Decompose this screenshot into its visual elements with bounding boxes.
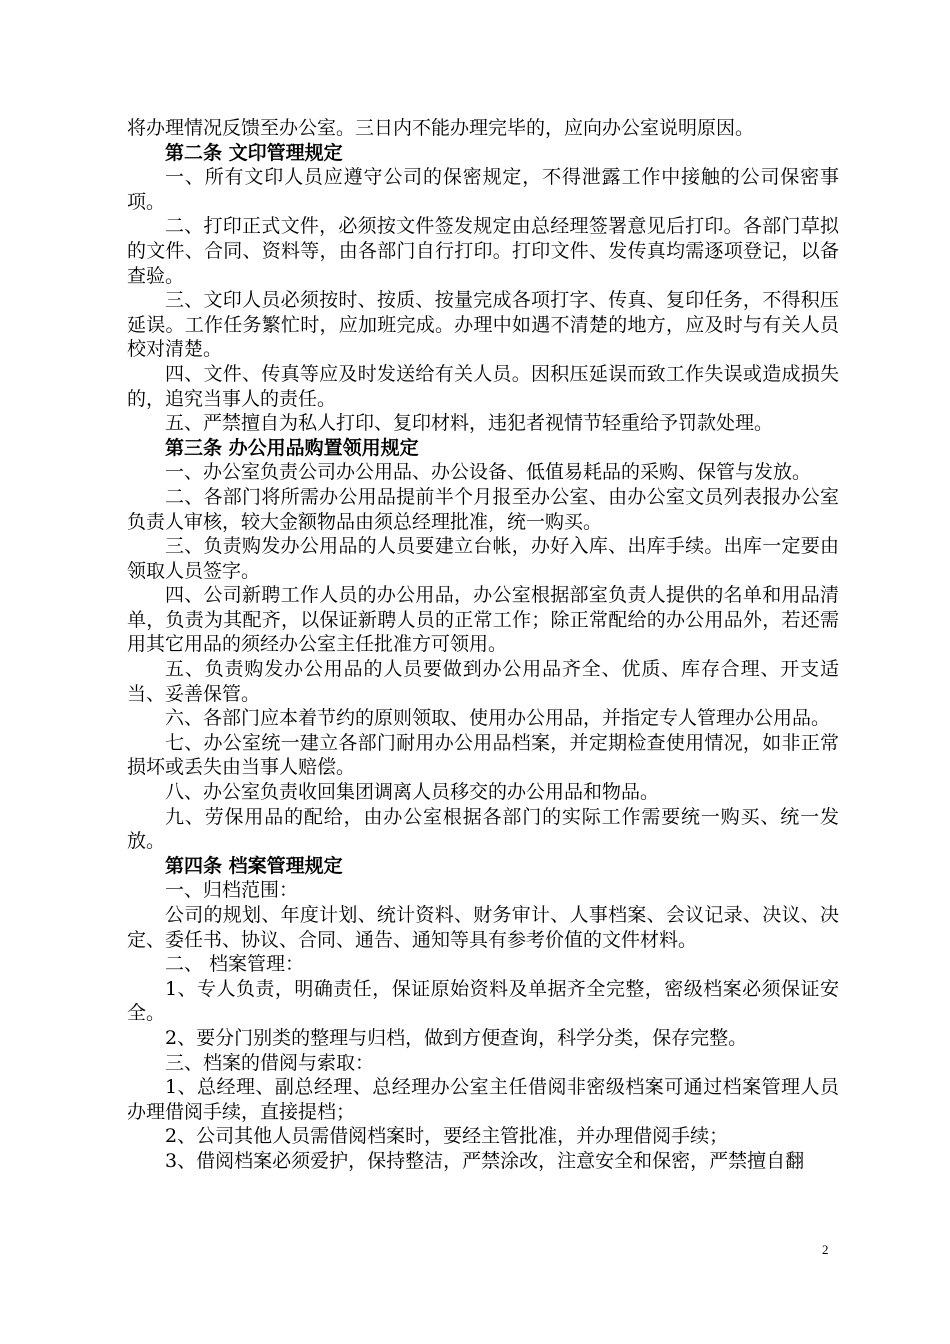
section-heading: 第二条 文印管理规定	[165, 141, 343, 164]
paragraph: 三、档案的借阅与索取：	[165, 1051, 375, 1074]
paragraph: 3、借阅档案必须爱护，保持整洁，严禁涂改，注意安全和保密，严禁擅自翻	[165, 1149, 805, 1172]
paragraph: 2、公司其他人员需借阅档案时，要经主管批准，并办理借阅手续；	[165, 1125, 729, 1148]
paragraph: 一、归档范围：	[165, 879, 299, 902]
section-heading: 第四条 档案管理规定	[165, 854, 343, 877]
paragraph: 五、负责购发办公用品的人员要做到办公用品齐全、优质、库存合理、开支适当、妥善保管。	[127, 658, 839, 705]
section-heading: 第三条 办公用品购置领用规定	[165, 436, 419, 459]
paragraph: 将办理情况反馈至办公室。三日内不能办理完毕的，应向办公室说明原因。	[127, 117, 755, 139]
paragraph: 二、各部门将所需办公用品提前半个月报至办公室、由办公室文员列表报办公室负责人审核，较大金额物品由须总经理批准，统一购买。	[127, 485, 839, 533]
paragraph: 九、劳保用品的配给，由办公室根据各部门的实际工作需要统一购买、统一发放。	[127, 805, 839, 853]
document-body	[127, 116, 839, 1174]
paragraph: 1、专人负责，明确责任，保证原始资料及单据齐全完整，密级档案必须保证安全。	[127, 977, 839, 1025]
paragraph: 五、严禁擅自为私人打印、复印材料，违犯者视情节轻重给予罚款处理。	[165, 412, 774, 435]
paragraph: 三、负责购发办公用品的人员要建立台帐，办好入库、出库手续。出库一定要由领取人员签字。	[127, 535, 839, 582]
paragraph: 八、办公室负责收回集团调离人员移交的办公用品和物品。	[165, 781, 660, 804]
paragraph: 公司的规划、年度计划、统计资料、财务审计、人事档案、会议记录、决议、决定、委任书、协议、合同、通告、通知等具有参考价值的文件材料。	[127, 904, 839, 951]
paragraph: 四、文件、传真等应及时发送给有关人员。因积压延误而致工作失误或造成损失的，追究当事人的责任。	[127, 362, 839, 410]
paragraph: 2、要分门别类的整理与归档，做到方便查询，科学分类，保存完整。	[165, 1026, 748, 1049]
page-number: 2	[822, 1242, 829, 1257]
paragraph: 二、 档案管理：	[165, 953, 305, 976]
paragraph: 四、公司新聘工作人员的办公用品，办公室根据部室负责人提供的名单和用品清单，负责为其配齐，以保证新聘人员的正常工作；除正常配给的办公用品外，若还需用其它用品的须经办公室主任批准方可领用。	[127, 584, 839, 656]
paragraph: 七、办公室统一建立各部门耐用办公用品档案，并定期检查使用情况，如非正常损坏或丢失由当事人赔偿。	[127, 731, 839, 779]
paragraph: 1、总经理、副总经理、总经理办公室主任借阅非密级档案可通过档案管理人员办理借阅手续，直接提档；	[127, 1076, 839, 1123]
paragraph: 一、办公室负责公司办公用品、办公设备、低值易耗品的采购、保管与发放。	[165, 461, 812, 484]
paragraph: 二、打印正式文件，必须按文件签发规定由总经理签署意见后打印。各部门草拟的文件、合同、资料等，由各部门自行打印。打印文件、发传真均需逐项登记，以备查验。	[127, 215, 839, 287]
paragraph: 三、文印人员必须按时、按质、按量完成各项打字、传真、复印任务，不得积压延误。工作任务繁忙时，应加班完成。办理中如遇不清楚的地方，应及时与有关人员校对清楚。	[127, 289, 839, 361]
paragraph: 六、各部门应本着节约的原则领取、使用办公用品，并指定专人管理办公用品。	[165, 707, 831, 730]
paragraph: 一、所有文印人员应遵守公司的保密规定，不得泄露工作中接触的公司保密事项。	[127, 166, 839, 213]
